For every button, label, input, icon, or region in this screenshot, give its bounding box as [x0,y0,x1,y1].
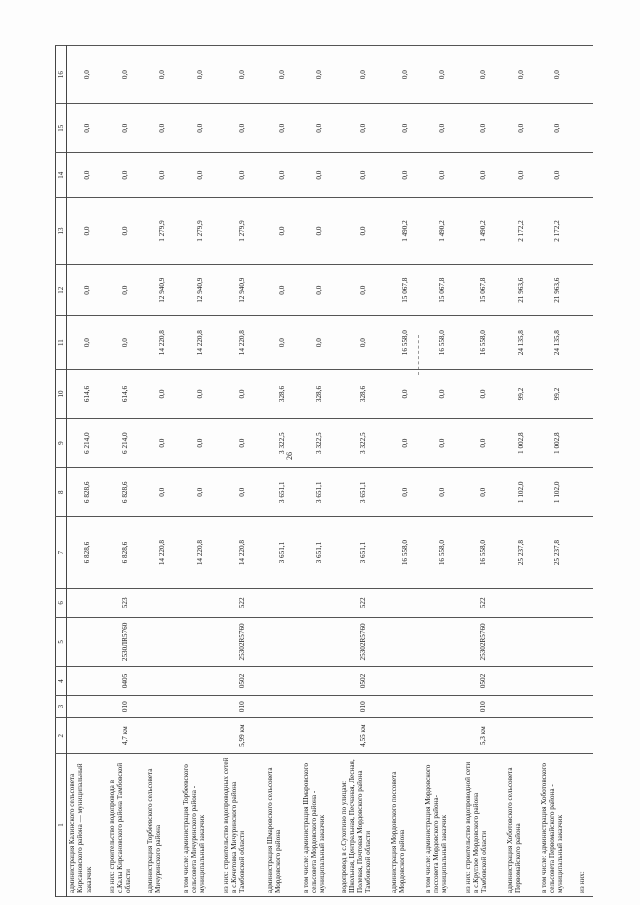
table-cell: 1 490,2 [389,198,423,265]
table-cell [181,588,221,617]
table-cell: 16 558,0 [423,517,463,588]
table-cell: 0502 [463,666,505,695]
table-cell: 0,0 [505,104,539,153]
table-cell: 0,0 [221,419,265,468]
table-row [265,46,301,897]
table-cell: 0,0 [265,198,301,265]
table-cell: 6 828,6 [67,517,107,588]
table-cell: 0,0 [505,46,539,104]
table-cell: 010 [107,696,145,718]
table-cell: 12 940,9 [221,265,265,316]
table-cell: 522 [463,588,505,617]
table-cell: 0,0 [389,46,423,104]
table-cell [181,666,221,695]
table-cell: 0,0 [67,316,107,370]
table-cell [389,666,423,695]
table-row [505,46,539,897]
table-cell [505,718,539,754]
table-cell: 0,0 [265,153,301,198]
budget-table [55,45,593,897]
table-cell: 0,0 [67,265,107,316]
table-cell: 0,0 [265,104,301,153]
table-cell: 1 002,8 [539,419,577,468]
table-cell [539,696,577,718]
table-cell: 0,0 [339,265,389,316]
table-cell [67,666,107,695]
table-cell: 0,0 [145,153,181,198]
table-cell: 99,2 [539,369,577,418]
table-cell: 0,0 [107,265,145,316]
column-header: 7 [56,517,67,588]
table-cell: 15 067,8 [389,265,423,316]
table-cell: 0502 [221,666,265,695]
table-cell: 2 172,2 [539,198,577,265]
table-cell: 1 490,2 [423,198,463,265]
column-header: 8 [56,468,67,517]
table-cell: 0,0 [463,369,505,418]
table-row [145,46,181,897]
table-row [301,46,339,897]
table-cell: 16 558,0 [463,517,505,588]
table-cell: 614,6 [107,369,145,418]
table-cell: 24 135,8 [505,316,539,370]
table-cell [265,696,301,718]
column-header: 2 [56,718,67,754]
table-cell [577,265,593,316]
table-cell [145,588,181,617]
row-description: администрация Торбеевского сельсовета Мичуринского района [145,754,181,897]
table-cell: 0,0 [339,316,389,370]
table-cell: 0,0 [221,369,265,418]
table-cell [265,588,301,617]
table-cell: 010 [463,696,505,718]
table-cell: 6 214,0 [107,419,145,468]
table-cell: 0,0 [221,46,265,104]
table-cell: 0,0 [301,316,339,370]
table-cell: 0,0 [301,104,339,153]
table-cell: 0,0 [389,419,423,468]
table-cell [301,696,339,718]
table-cell [181,617,221,666]
table-cell: 14 220,8 [145,517,181,588]
table-cell [181,718,221,754]
table-cell: 0,0 [339,46,389,104]
table-cell: 15 067,8 [423,265,463,316]
table-cell: 3 322,5 [265,419,301,468]
column-header: 6 [56,588,67,617]
table-cell: 0,0 [107,153,145,198]
table-cell: 14 220,8 [221,316,265,370]
table-cell: 0502 [339,666,389,695]
table-cell [539,617,577,666]
table-cell: 0,0 [539,104,577,153]
table-cell: 0,0 [67,46,107,104]
table-cell [539,718,577,754]
table-cell: 25302R5760 [339,617,389,666]
table-cell: 010 [339,696,389,718]
table-cell: 21 963,6 [539,265,577,316]
table-cell: 0,0 [463,419,505,468]
table-cell: 522 [221,588,265,617]
table-cell: 3 651,1 [265,468,301,517]
table-row [339,46,389,897]
table-cell: 0,0 [423,468,463,517]
table-cell: 14 220,8 [221,517,265,588]
table-cell: 0,0 [67,198,107,265]
table-cell [67,588,107,617]
row-description: администрация Хоботовского сельсовета Первомайского района [505,754,539,897]
column-header: 5 [56,617,67,666]
table-cell [389,696,423,718]
table-cell [577,316,593,370]
table-cell: 0,0 [423,46,463,104]
row-description: в том числе: администрация Торбеевского сельсовета Мичуринского района - муниципальный заказчик [181,754,221,897]
table-cell [265,666,301,695]
table-cell: 0,0 [423,369,463,418]
table-cell: 0,0 [301,153,339,198]
table-cell [577,718,593,754]
table-cell: 0,0 [181,104,221,153]
table-cell [577,617,593,666]
table-cell: 2 172,2 [505,198,539,265]
table-cell [505,588,539,617]
table-cell: 0,0 [67,104,107,153]
table-cell: 0,0 [539,153,577,198]
table-cell: 0,0 [423,104,463,153]
table-cell: 3 651,1 [339,468,389,517]
table-cell: 3 651,1 [301,517,339,588]
row-description: администрация Шмаровского сельсовета Мордовского района [265,754,301,897]
table-row [389,46,423,897]
table-cell: 14 220,8 [181,517,221,588]
table-cell: 0,0 [107,198,145,265]
table-cell: 0,0 [539,46,577,104]
table-cell: 614,6 [67,369,107,418]
table-cell: 0,0 [145,46,181,104]
table-cell [67,696,107,718]
table-cell: 1 002,8 [505,419,539,468]
table-cell: 0,0 [145,419,181,468]
table-cell [145,666,181,695]
row-description: администрация Калинского сельсовета Кирсановского района — муниципальный заказчик [67,754,107,897]
column-header: 3 [56,696,67,718]
row-description: водопровод в с.Сухотино по улицам: Школьная, Центральная, Песчаная, Лесная, Полевая, Почтовая Мордовского района Тамбовской области [339,754,389,897]
table-cell [577,198,593,265]
table-cell: 6 828,6 [107,468,145,517]
column-header: 1 [56,754,67,897]
table-header-row [56,46,67,897]
table-cell: 2530ЛR5760 [107,617,145,666]
table-cell [301,617,339,666]
table-cell: 6 828,6 [67,468,107,517]
row-description: из них: строительство водопроводной сети в с.Круглое Мордовского района Тамбовской области [463,754,505,897]
table-cell [265,617,301,666]
table-row [463,46,505,897]
table-cell [67,617,107,666]
table-cell [423,718,463,754]
table-cell: 24 135,8 [539,316,577,370]
table-cell [577,517,593,588]
table-cell: 25302R5760 [221,617,265,666]
table-cell [577,696,593,718]
table-cell: 1 279,9 [221,198,265,265]
table-cell: 0,0 [107,316,145,370]
table-cell: 5,99 км [221,718,265,754]
row-description: в том числе: администрация Шмаровского сельсовета Мордовского района - муниципальный заказчик [301,754,339,897]
table-row [67,46,107,897]
table-cell: 1 102,0 [539,468,577,517]
table-row [221,46,265,897]
table-cell [389,718,423,754]
table-row [423,46,463,897]
table-cell: 25302R5760 [463,617,505,666]
table-cell [577,468,593,517]
table-cell: 0,0 [389,153,423,198]
table-cell: 0,0 [389,104,423,153]
table-cell [423,696,463,718]
table-cell: 328,6 [339,369,389,418]
table-cell: 0,0 [265,265,301,316]
column-header: 16 [56,46,67,104]
table-cell [539,666,577,695]
table-cell: 1 490,2 [463,198,505,265]
column-header: 10 [56,369,67,418]
table-cell: 328,6 [301,369,339,418]
table-cell [423,617,463,666]
table-cell: 14 220,8 [181,316,221,370]
table-cell: 0,0 [301,198,339,265]
table-cell: 1 102,0 [505,468,539,517]
table-cell [145,696,181,718]
table-cell: 6 214,0 [67,419,107,468]
table-cell [181,696,221,718]
row-description: в том числе: администрация Хоботовского сельсовета Первомайского района - муниципальный заказчик [539,754,577,897]
table-cell [577,369,593,418]
table-cell [577,46,593,104]
table-cell: 0,0 [265,316,301,370]
table-cell: 0,0 [181,46,221,104]
table-cell: 0,0 [301,265,339,316]
table-cell: 16 558,0 [389,517,423,588]
table-cell: 0,0 [339,153,389,198]
row-description: в том числе: администрация Мордовского поссовета Мордовского района- муниципальный заказчик [423,754,463,897]
table-cell: 3 651,1 [265,517,301,588]
table-cell: 0,0 [107,104,145,153]
table-cell: 523 [107,588,145,617]
table-cell: 0,0 [463,153,505,198]
table-row [107,46,145,897]
table-cell: 5,3 км [463,718,505,754]
table-cell [389,617,423,666]
table-cell: 99,2 [505,369,539,418]
table-cell [505,666,539,695]
row-description: администрация Мордовского поссовета Мордовского района [389,754,423,897]
table-row [577,46,593,897]
table-cell [577,419,593,468]
table-cell: 0,0 [181,369,221,418]
table-cell: 0,0 [389,369,423,418]
table-cell: 0,0 [301,46,339,104]
table-cell: 0,0 [423,153,463,198]
table-cell: 0,0 [423,419,463,468]
column-header: 14 [56,153,67,198]
table-cell: 0,0 [463,46,505,104]
row-description: из них: [577,754,593,897]
row-description: из них: строительство водопроводных сетей в с.Кочетовка Мичуринского района Тамбовской области [221,754,265,897]
table-cell [577,666,593,695]
table-cell [301,588,339,617]
table-cell: 0,0 [145,104,181,153]
table-cell [145,617,181,666]
table-cell: 14 220,8 [145,316,181,370]
table-cell: 0,0 [181,419,221,468]
table-cell: 3 651,1 [301,468,339,517]
table-cell: 0,0 [463,468,505,517]
table-cell [505,617,539,666]
table-cell: 0,0 [463,104,505,153]
table-cell: 010 [221,696,265,718]
table-cell: 25 237,8 [539,517,577,588]
table-cell: 0405 [107,666,145,695]
table-cell: 0,0 [339,198,389,265]
table-cell: 12 940,9 [181,265,221,316]
table-cell: 4,55 км [339,718,389,754]
table-cell: 522 [339,588,389,617]
column-header: 11 [56,316,67,370]
table-cell [301,718,339,754]
table-cell: 16 558,0 [423,316,463,370]
table-cell: 0,0 [339,104,389,153]
table-cell: 0,0 [221,468,265,517]
table-cell: 4,7 км [107,718,145,754]
table-cell: 15 067,8 [463,265,505,316]
table-cell: 3 651,1 [339,517,389,588]
table-cell: 16 558,0 [463,316,505,370]
table-cell [389,588,423,617]
table-cell: 328,6 [265,369,301,418]
table-cell [423,588,463,617]
table-cell: 3 322,5 [339,419,389,468]
row-description: из них: строительство водопровода в с.Калы Кирсановского района Тамбовской области [107,754,145,897]
table-cell: 1 279,9 [145,198,181,265]
table-cell [577,104,593,153]
table-cell [539,588,577,617]
page-number: 26 [285,452,294,460]
table-cell: 0,0 [221,153,265,198]
table-cell [145,718,181,754]
table-cell: 21 963,6 [505,265,539,316]
table-cell: 0,0 [265,46,301,104]
table-cell: 3 322,5 [301,419,339,468]
table-cell: 0,0 [505,153,539,198]
column-header: 15 [56,104,67,153]
table-row [181,46,221,897]
table-cell: 0,0 [145,468,181,517]
table-cell: 0,0 [181,468,221,517]
table-cell: 0,0 [221,104,265,153]
table-cell [265,718,301,754]
table-row [539,46,577,897]
table-cell: 0,0 [107,46,145,104]
table-cell: 12 940,9 [145,265,181,316]
table-cell: 1 279,9 [181,198,221,265]
table-cell: 16 558,0 [389,316,423,370]
table-cell [577,153,593,198]
table-cell: 0,0 [389,468,423,517]
table-cell: 6 828,6 [107,517,145,588]
table-body [67,46,593,897]
table-cell [423,666,463,695]
table-cell: 0,0 [67,153,107,198]
table-cell [505,696,539,718]
table-cell: 25 237,8 [505,517,539,588]
table-cell: 0,0 [181,153,221,198]
table-cell [577,588,593,617]
column-header: 4 [56,666,67,695]
column-header: 9 [56,419,67,468]
column-header: 12 [56,265,67,316]
table-cell [301,666,339,695]
table-cell [67,718,107,754]
table-cell: 0,0 [145,369,181,418]
column-header: 13 [56,198,67,265]
